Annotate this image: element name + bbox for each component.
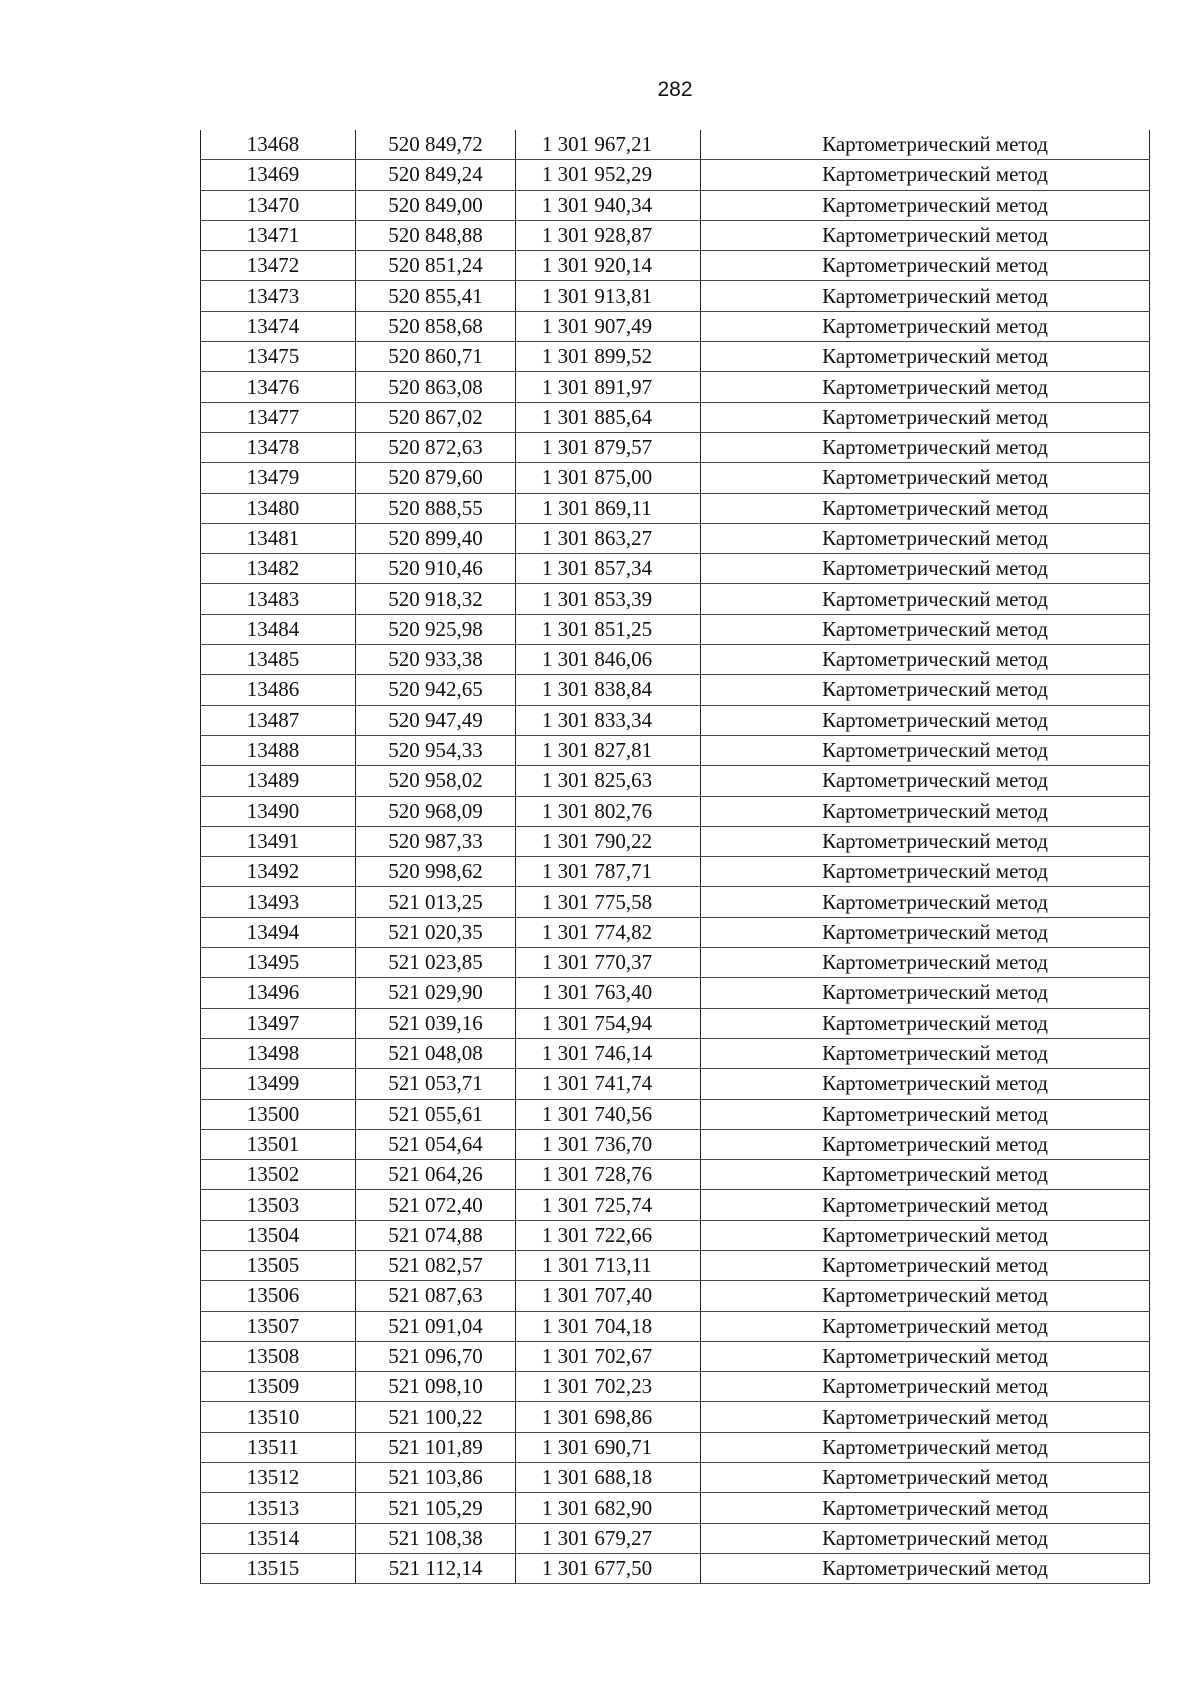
x-coordinate-cell: 521 103,86 (356, 1463, 516, 1493)
x-coordinate-cell: 521 064,26 (356, 1160, 516, 1190)
method-cell: Картометрический метод (701, 1250, 1150, 1280)
y-coordinate-cell: 1 301 802,76 (516, 796, 701, 826)
point-number-cell: 13500 (201, 1099, 356, 1129)
x-coordinate-cell: 520 872,63 (356, 432, 516, 462)
y-coordinate-cell: 1 301 952,29 (516, 160, 701, 190)
table-row (201, 796, 1150, 826)
method-cell: Картометрический метод (701, 1008, 1150, 1038)
table-row (201, 978, 1150, 1008)
y-coordinate-cell: 1 301 875,00 (516, 463, 701, 493)
point-number-cell: 13485 (201, 645, 356, 675)
y-coordinate-cell: 1 301 677,50 (516, 1553, 701, 1583)
point-number-cell: 13504 (201, 1220, 356, 1250)
x-coordinate-cell: 521 091,04 (356, 1311, 516, 1341)
method-cell: Картометрический метод (701, 735, 1150, 765)
method-cell: Картометрический метод (701, 1311, 1150, 1341)
method-cell: Картометрический метод (701, 432, 1150, 462)
y-coordinate-cell: 1 301 879,57 (516, 432, 701, 462)
y-coordinate-cell: 1 301 940,34 (516, 190, 701, 220)
method-cell: Картометрический метод (701, 1372, 1150, 1402)
y-coordinate-cell: 1 301 775,58 (516, 887, 701, 917)
point-number-cell: 13487 (201, 705, 356, 735)
y-coordinate-cell: 1 301 702,67 (516, 1341, 701, 1371)
y-coordinate-cell: 1 301 707,40 (516, 1281, 701, 1311)
y-coordinate-cell: 1 301 725,74 (516, 1190, 701, 1220)
point-number-cell: 13497 (201, 1008, 356, 1038)
x-coordinate-cell: 520 954,33 (356, 735, 516, 765)
y-coordinate-cell: 1 301 736,70 (516, 1129, 701, 1159)
page-number: 282 (657, 78, 693, 101)
x-coordinate-cell: 521 029,90 (356, 978, 516, 1008)
y-coordinate-cell: 1 301 728,76 (516, 1160, 701, 1190)
point-number-cell: 13481 (201, 523, 356, 553)
table-row (201, 1523, 1150, 1553)
y-coordinate-cell: 1 301 790,22 (516, 826, 701, 856)
x-coordinate-cell: 521 100,22 (356, 1402, 516, 1432)
x-coordinate-cell: 520 947,49 (356, 705, 516, 735)
method-cell: Картометрический метод (701, 190, 1150, 220)
x-coordinate-cell: 520 849,24 (356, 160, 516, 190)
y-coordinate-cell: 1 301 774,82 (516, 917, 701, 947)
x-coordinate-cell: 520 899,40 (356, 523, 516, 553)
method-cell: Картометрический метод (701, 160, 1150, 190)
point-number-cell: 13484 (201, 614, 356, 644)
y-coordinate-cell: 1 301 838,84 (516, 675, 701, 705)
table-row (201, 1432, 1150, 1462)
x-coordinate-cell: 521 096,70 (356, 1341, 516, 1371)
point-number-cell: 13478 (201, 432, 356, 462)
table-row (201, 523, 1150, 553)
x-coordinate-cell: 521 087,63 (356, 1281, 516, 1311)
table-row (201, 1038, 1150, 1068)
point-number-cell: 13514 (201, 1523, 356, 1553)
table-row (201, 645, 1150, 675)
method-cell: Картометрический метод (701, 251, 1150, 281)
y-coordinate-cell: 1 301 846,06 (516, 645, 701, 675)
method-cell: Картометрический метод (701, 130, 1150, 160)
method-cell: Картометрический метод (701, 645, 1150, 675)
point-number-cell: 13510 (201, 1402, 356, 1432)
x-coordinate-cell: 521 101,89 (356, 1432, 516, 1462)
table-row (201, 1129, 1150, 1159)
method-cell: Картометрический метод (701, 372, 1150, 402)
x-coordinate-cell: 520 867,02 (356, 402, 516, 432)
table-row (201, 1341, 1150, 1371)
table-row (201, 1069, 1150, 1099)
table-row (201, 614, 1150, 644)
point-number-cell: 13474 (201, 311, 356, 341)
method-cell: Картометрический метод (701, 675, 1150, 705)
method-cell: Картометрический метод (701, 1069, 1150, 1099)
table-row (201, 311, 1150, 341)
method-cell: Картометрический метод (701, 766, 1150, 796)
y-coordinate-cell: 1 301 698,86 (516, 1402, 701, 1432)
table-row (201, 1008, 1150, 1038)
point-number-cell: 13501 (201, 1129, 356, 1159)
x-coordinate-cell: 520 851,24 (356, 251, 516, 281)
x-coordinate-cell: 521 098,10 (356, 1372, 516, 1402)
method-cell: Картометрический метод (701, 796, 1150, 826)
table-row (201, 432, 1150, 462)
table-row (201, 1190, 1150, 1220)
point-number-cell: 13503 (201, 1190, 356, 1220)
y-coordinate-cell: 1 301 851,25 (516, 614, 701, 644)
point-number-cell: 13512 (201, 1463, 356, 1493)
table-row (201, 857, 1150, 887)
x-coordinate-cell: 521 108,38 (356, 1523, 516, 1553)
method-cell: Картометрический метод (701, 887, 1150, 917)
table-row (201, 1250, 1150, 1280)
x-coordinate-cell: 521 023,85 (356, 948, 516, 978)
method-cell: Картометрический метод (701, 342, 1150, 372)
y-coordinate-cell: 1 301 885,64 (516, 402, 701, 432)
y-coordinate-cell: 1 301 920,14 (516, 251, 701, 281)
x-coordinate-cell: 520 958,02 (356, 766, 516, 796)
point-number-cell: 13477 (201, 402, 356, 432)
point-number-cell: 13491 (201, 826, 356, 856)
y-coordinate-cell: 1 301 679,27 (516, 1523, 701, 1553)
method-cell: Картометрический метод (701, 463, 1150, 493)
table-row (201, 1311, 1150, 1341)
y-coordinate-cell: 1 301 907,49 (516, 311, 701, 341)
y-coordinate-cell: 1 301 688,18 (516, 1463, 701, 1493)
method-cell: Картометрический метод (701, 1099, 1150, 1129)
point-number-cell: 13494 (201, 917, 356, 947)
x-coordinate-cell: 521 072,40 (356, 1190, 516, 1220)
point-number-cell: 13511 (201, 1432, 356, 1462)
table-row (201, 281, 1150, 311)
method-cell: Картометрический метод (701, 281, 1150, 311)
table-row (201, 1281, 1150, 1311)
table-row (201, 705, 1150, 735)
method-cell: Картометрический метод (701, 978, 1150, 1008)
method-cell: Картометрический метод (701, 917, 1150, 947)
method-cell: Картометрический метод (701, 948, 1150, 978)
coordinates-table-body (201, 130, 1150, 1584)
point-number-cell: 13468 (201, 130, 356, 160)
x-coordinate-cell: 520 855,41 (356, 281, 516, 311)
table-row (201, 1160, 1150, 1190)
y-coordinate-cell: 1 301 746,14 (516, 1038, 701, 1068)
table-row (201, 584, 1150, 614)
method-cell: Картометрический метод (701, 1160, 1150, 1190)
x-coordinate-cell: 520 858,68 (356, 311, 516, 341)
x-coordinate-cell: 521 013,25 (356, 887, 516, 917)
y-coordinate-cell: 1 301 891,97 (516, 372, 701, 402)
y-coordinate-cell: 1 301 702,23 (516, 1372, 701, 1402)
method-cell: Картометрический метод (701, 1493, 1150, 1523)
y-coordinate-cell: 1 301 833,34 (516, 705, 701, 735)
y-coordinate-cell: 1 301 690,71 (516, 1432, 701, 1462)
method-cell: Картометрический метод (701, 826, 1150, 856)
point-number-cell: 13492 (201, 857, 356, 887)
table-row (201, 1402, 1150, 1432)
point-number-cell: 13502 (201, 1160, 356, 1190)
x-coordinate-cell: 520 848,88 (356, 220, 516, 250)
coordinates-table (200, 130, 1150, 1584)
point-number-cell: 13508 (201, 1341, 356, 1371)
method-cell: Картометрический метод (701, 1463, 1150, 1493)
y-coordinate-cell: 1 301 713,11 (516, 1250, 701, 1280)
point-number-cell: 13495 (201, 948, 356, 978)
method-cell: Картометрический метод (701, 1190, 1150, 1220)
point-number-cell: 13513 (201, 1493, 356, 1523)
table-row (201, 1220, 1150, 1250)
x-coordinate-cell: 520 933,38 (356, 645, 516, 675)
point-number-cell: 13471 (201, 220, 356, 250)
method-cell: Картометрический метод (701, 493, 1150, 523)
table-row (201, 493, 1150, 523)
method-cell: Картометрический метод (701, 1523, 1150, 1553)
method-cell: Картометрический метод (701, 1402, 1150, 1432)
x-coordinate-cell: 521 054,64 (356, 1129, 516, 1159)
table-row (201, 220, 1150, 250)
y-coordinate-cell: 1 301 913,81 (516, 281, 701, 311)
table-row (201, 372, 1150, 402)
method-cell: Картометрический метод (701, 554, 1150, 584)
table-row (201, 1372, 1150, 1402)
table-row (201, 1099, 1150, 1129)
x-coordinate-cell: 520 849,72 (356, 130, 516, 160)
method-cell: Картометрический метод (701, 311, 1150, 341)
point-number-cell: 13469 (201, 160, 356, 190)
table-row (201, 190, 1150, 220)
y-coordinate-cell: 1 301 682,90 (516, 1493, 701, 1523)
point-number-cell: 13486 (201, 675, 356, 705)
point-number-cell: 13499 (201, 1069, 356, 1099)
method-cell: Картометрический метод (701, 1341, 1150, 1371)
x-coordinate-cell: 520 998,62 (356, 857, 516, 887)
point-number-cell: 13476 (201, 372, 356, 402)
point-number-cell: 13490 (201, 796, 356, 826)
x-coordinate-cell: 520 925,98 (356, 614, 516, 644)
y-coordinate-cell: 1 301 857,34 (516, 554, 701, 584)
method-cell: Картометрический метод (701, 1281, 1150, 1311)
point-number-cell: 13489 (201, 766, 356, 796)
point-number-cell: 13482 (201, 554, 356, 584)
table-row (201, 1463, 1150, 1493)
point-number-cell: 13498 (201, 1038, 356, 1068)
y-coordinate-cell: 1 301 853,39 (516, 584, 701, 614)
table-row (201, 160, 1150, 190)
x-coordinate-cell: 521 112,14 (356, 1553, 516, 1583)
x-coordinate-cell: 520 968,09 (356, 796, 516, 826)
y-coordinate-cell: 1 301 827,81 (516, 735, 701, 765)
point-number-cell: 13515 (201, 1553, 356, 1583)
y-coordinate-cell: 1 301 825,63 (516, 766, 701, 796)
table-row (201, 675, 1150, 705)
point-number-cell: 13483 (201, 584, 356, 614)
table-row (201, 342, 1150, 372)
table-row (201, 554, 1150, 584)
method-cell: Картометрический метод (701, 523, 1150, 553)
method-cell: Картометрический метод (701, 857, 1150, 887)
table-row (201, 251, 1150, 281)
x-coordinate-cell: 520 863,08 (356, 372, 516, 402)
x-coordinate-cell: 520 849,00 (356, 190, 516, 220)
table-row (201, 887, 1150, 917)
table-row (201, 1493, 1150, 1523)
x-coordinate-cell: 520 888,55 (356, 493, 516, 523)
y-coordinate-cell: 1 301 899,52 (516, 342, 701, 372)
point-number-cell: 13509 (201, 1372, 356, 1402)
point-number-cell: 13480 (201, 493, 356, 523)
x-coordinate-cell: 521 048,08 (356, 1038, 516, 1068)
method-cell: Картометрический метод (701, 1553, 1150, 1583)
method-cell: Картометрический метод (701, 1432, 1150, 1462)
point-number-cell: 13493 (201, 887, 356, 917)
method-cell: Картометрический метод (701, 402, 1150, 432)
table-row (201, 917, 1150, 947)
point-number-cell: 13479 (201, 463, 356, 493)
table-row (201, 130, 1150, 160)
x-coordinate-cell: 521 055,61 (356, 1099, 516, 1129)
x-coordinate-cell: 520 987,33 (356, 826, 516, 856)
y-coordinate-cell: 1 301 928,87 (516, 220, 701, 250)
x-coordinate-cell: 521 082,57 (356, 1250, 516, 1280)
method-cell: Картометрический метод (701, 1220, 1150, 1250)
y-coordinate-cell: 1 301 754,94 (516, 1008, 701, 1038)
x-coordinate-cell: 521 020,35 (356, 917, 516, 947)
x-coordinate-cell: 521 053,71 (356, 1069, 516, 1099)
x-coordinate-cell: 520 942,65 (356, 675, 516, 705)
x-coordinate-cell: 521 105,29 (356, 1493, 516, 1523)
point-number-cell: 13470 (201, 190, 356, 220)
method-cell: Картометрический метод (701, 1129, 1150, 1159)
table-row (201, 1553, 1150, 1583)
y-coordinate-cell: 1 301 741,74 (516, 1069, 701, 1099)
x-coordinate-cell: 521 074,88 (356, 1220, 516, 1250)
point-number-cell: 13472 (201, 251, 356, 281)
x-coordinate-cell: 520 860,71 (356, 342, 516, 372)
point-number-cell: 13507 (201, 1311, 356, 1341)
table-row (201, 463, 1150, 493)
method-cell: Картометрический метод (701, 1038, 1150, 1068)
y-coordinate-cell: 1 301 722,66 (516, 1220, 701, 1250)
y-coordinate-cell: 1 301 863,27 (516, 523, 701, 553)
x-coordinate-cell: 520 910,46 (356, 554, 516, 584)
method-cell: Картометрический метод (701, 220, 1150, 250)
method-cell: Картометрический метод (701, 705, 1150, 735)
table-row (201, 948, 1150, 978)
point-number-cell: 13488 (201, 735, 356, 765)
method-cell: Картометрический метод (701, 614, 1150, 644)
table-row (201, 402, 1150, 432)
point-number-cell: 13505 (201, 1250, 356, 1280)
table-row (201, 826, 1150, 856)
y-coordinate-cell: 1 301 770,37 (516, 948, 701, 978)
y-coordinate-cell: 1 301 704,18 (516, 1311, 701, 1341)
y-coordinate-cell: 1 301 740,56 (516, 1099, 701, 1129)
x-coordinate-cell: 521 039,16 (356, 1008, 516, 1038)
y-coordinate-cell: 1 301 869,11 (516, 493, 701, 523)
point-number-cell: 13506 (201, 1281, 356, 1311)
x-coordinate-cell: 520 879,60 (356, 463, 516, 493)
point-number-cell: 13496 (201, 978, 356, 1008)
point-number-cell: 13473 (201, 281, 356, 311)
method-cell: Картометрический метод (701, 584, 1150, 614)
y-coordinate-cell: 1 301 787,71 (516, 857, 701, 887)
x-coordinate-cell: 520 918,32 (356, 584, 516, 614)
y-coordinate-cell: 1 301 967,21 (516, 130, 701, 160)
table-row (201, 766, 1150, 796)
point-number-cell: 13475 (201, 342, 356, 372)
y-coordinate-cell: 1 301 763,40 (516, 978, 701, 1008)
table-row (201, 735, 1150, 765)
